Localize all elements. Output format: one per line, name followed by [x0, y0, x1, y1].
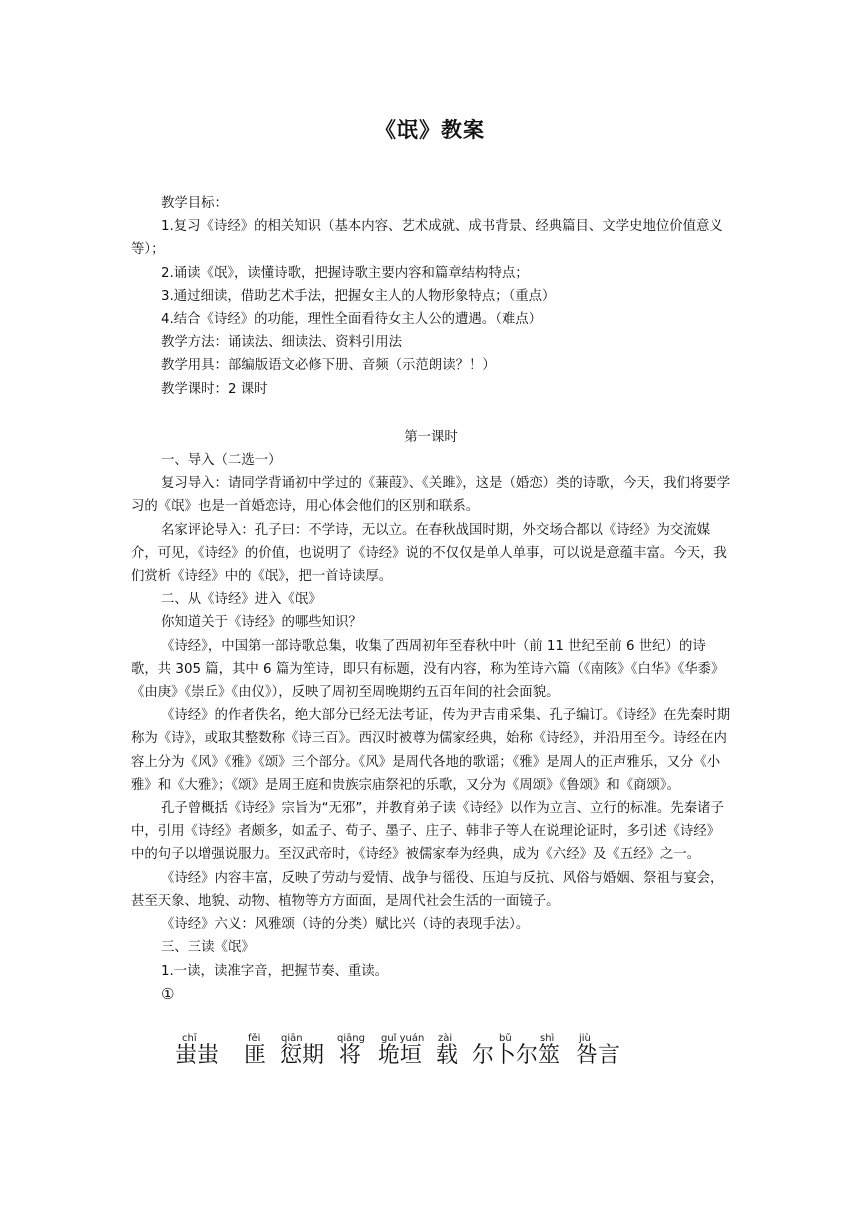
paragraph: 3.通过细读，借助艺术手法，把握女主人的人物形象特点；（重点）	[161, 288, 556, 304]
hanzi: 匪	[244, 1043, 267, 1068]
paragraph: 教学课时：2 课时	[161, 381, 268, 397]
paragraph: 教学用具：部编版语文必修下册、音频（示范朗读？！）	[161, 358, 496, 374]
section-heading: 第一课时	[404, 429, 458, 445]
paragraph: 三、三读《氓》	[161, 940, 255, 956]
pinyin: jiù	[579, 1033, 591, 1044]
paragraph: 复习导入：请同学背诵初中学过的《蒹葭》、《关雎》，这是（婚恋）类的诗歌，今天，我们将要学习的《氓》也是一首婚恋诗，用心体会他们的区别和联系。	[131, 476, 731, 515]
paragraph: 名家评论导入：孔子曰：不学诗，无以立。在春秋战国时期，外交场合都以《诗经》为交流媒介，可见，《诗经》的价值，也说明了《诗经》说的不仅仅是单人单事，可以说是意蕴丰富。今天，我们赏析《诗经》中的《氓》，把一首诗读厚。	[131, 522, 727, 585]
hanzi: 咎言	[576, 1043, 621, 1068]
paragraph: 1.复习《诗经》的相关知识（基本内容、艺术成就、成书背景、经典篇目、文学史地位价值意义等）；	[131, 219, 723, 258]
paragraph: 教学目标：	[161, 196, 228, 211]
pinyin: guǐ yuán	[381, 1033, 425, 1044]
pinyin: qiān	[281, 1033, 303, 1044]
paragraph: 《诗经》，中国第一部诗歌总集，收集了西周初年至春秋中叶（前 11 世纪至前 6 世纪）的诗歌，共 305 篇，其中 6 篇为笙诗，即只有标题，没有内容，称为笙诗六篇（《南陔》《白华》《华黍》《由庚》《崇丘》《由仪》），反映了周初至周晚期约五百年间的社会面貌。	[131, 638, 725, 701]
pinyin: fěi	[248, 1033, 261, 1044]
hanzi: 垝垣	[378, 1043, 423, 1068]
paragraph: 教学方法：诵读法、细读法、资料引用法	[161, 335, 403, 351]
hanzi: 将	[339, 1043, 362, 1068]
circled-number: ①	[161, 984, 175, 1003]
paragraph: 《诗经》六义：风雅颂（诗的分类）赋比兴（诗的表现手法）。	[161, 917, 530, 933]
pinyin: qiāng	[337, 1033, 365, 1044]
hanzi: 尔筮	[516, 1043, 561, 1068]
pinyin: shì	[540, 1033, 555, 1044]
paragraph: 《诗经》内容丰富，反映了劳动与爱情、战争与徭役、压迫与反抗、风俗与婚姻、祭祖与宴会，甚至天象、地貌、动物、植物等方方面面，是周代社会生活的一面镜子。	[131, 870, 724, 909]
hanzi: 尔卜	[472, 1043, 517, 1068]
paragraph: 孔子曾概括《诗经》宗旨为“无邪”，并教育弟子读《诗经》以作为立言、立行的标准。先秦诸子中，引用《诗经》者颇多，如孟子、荀子、墨子、庄子、韩非子等人在说理论证时，多引述《诗经》中的句子以增强说服力。至汉武帝时，《诗经》被儒家奉为经典，成为《六经》及《五经》之一。	[131, 801, 724, 863]
hanzi: 蚩蚩	[175, 1043, 220, 1068]
paragraph: 2.诵读《氓》，读懂诗歌，把握诗歌主要内容和篇章结构特点；	[161, 265, 529, 281]
document-title: 《氓》教案	[375, 118, 485, 142]
pinyin: chī	[182, 1033, 197, 1044]
paragraph: 4.结合《诗经》的功能，理性全面看待女主人公的遭遇。（难点）	[161, 312, 543, 328]
pinyin: bǔ	[499, 1033, 512, 1044]
hanzi: 愆期	[280, 1043, 325, 1068]
paragraph: 一、导入（二选一）	[161, 453, 282, 469]
hanzi: 载	[436, 1043, 459, 1068]
paragraph: 1.一读，读准字音，把握节奏、重读。	[161, 963, 389, 979]
document-body	[131, 192, 731, 1006]
pinyin-vocabulary-row	[171, 1033, 731, 1073]
paragraph: 二、从《诗经》进入《氓》	[161, 592, 322, 608]
pinyin: zài	[438, 1033, 453, 1044]
paragraph: 你知道关于《诗经》的哪些知识？	[161, 615, 362, 631]
paragraph: 《诗经》的作者佚名，绝大部分已经无法考证，传为尹吉甫采集、孔子编订。《诗经》在先秦时期称为《诗》，或取其整数称《诗三百》。西汉时被尊为儒家经典，始称《诗经》，并沿用至今。诗经在内容上分为《风》《雅》《颂》三个部分。《风》是周代各地的歌谣；《雅》是周人的正声雅乐，又分《小雅》和《大雅》；《颂》是周王庭和贵族宗庙祭祀的乐歌，又分为《周颂》《鲁颂》和《商颂》。	[131, 708, 731, 793]
